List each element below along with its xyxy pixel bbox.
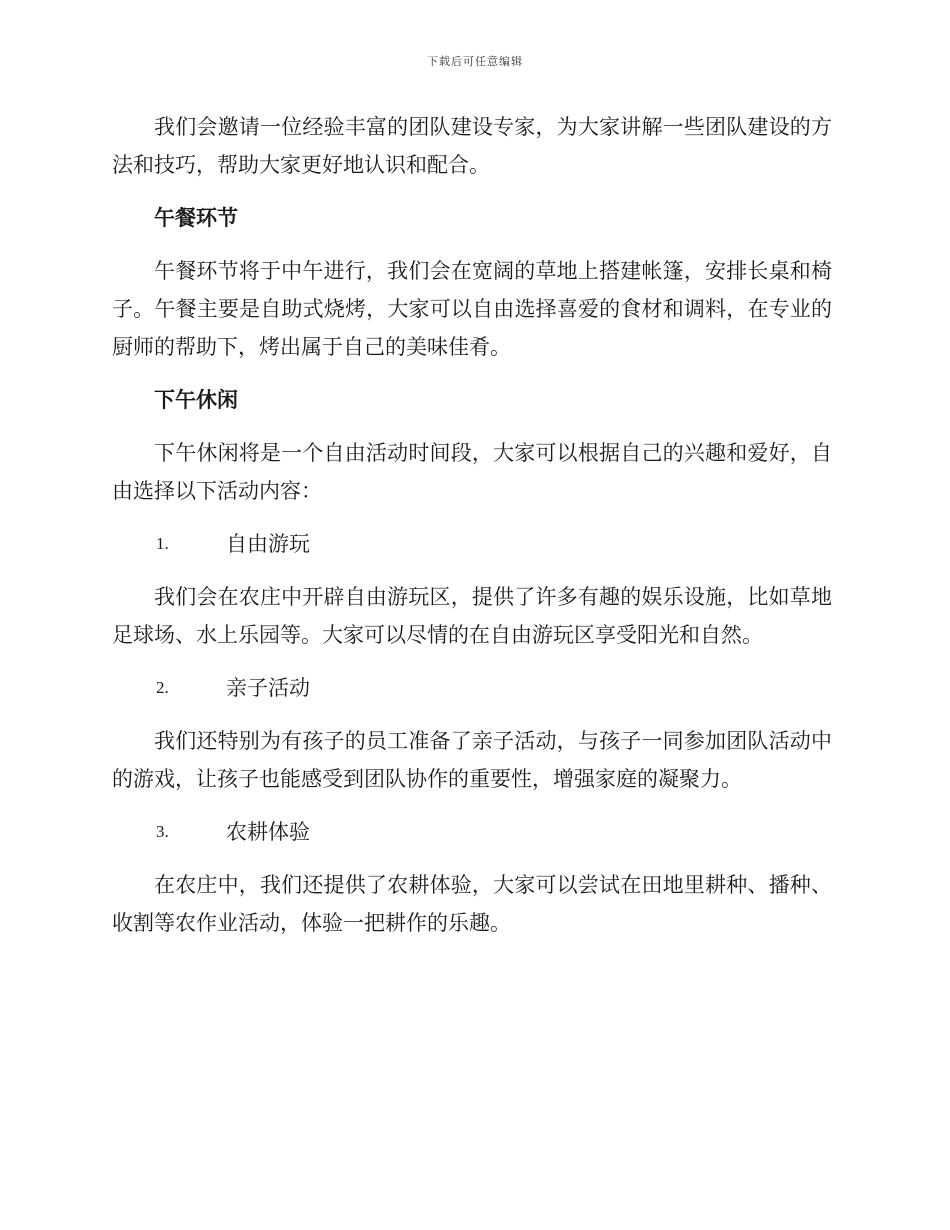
page-header: 下载后可任意编辑 [427,55,523,68]
lunch-heading: 午餐环节 [154,206,238,230]
document-body [112,108,832,942]
list-item-number: 2. [156,678,169,697]
afternoon-paragraph: 下午休闲将是一个自由活动时间段，大家可以根据自己的兴趣和爱好，自由选择以下活动内容： [112,441,832,503]
list-item-description: 我们还特别为有孩子的员工准备了亲子活动，与孩子一同参加团队活动中的游戏，让孩子也能感受到团队协作的重要性，增强家庭的凝聚力。 [112,729,832,791]
afternoon-heading: 下午休闲 [154,388,238,412]
list-item [112,813,832,851]
list-item-description: 我们会在农庄中开辟自由游玩区，提供了许多有趣的娱乐设施，比如草地足球场、水上乐园等。大家可以尽情的在自由游玩区享受阳光和自然。 [112,585,832,647]
list-item [112,669,832,707]
intro-paragraph: 我们会邀请一位经验丰富的团队建设专家，为大家讲解一些团队建设的方法和技巧，帮助大家更好地认识和配合。 [112,115,832,177]
list-item-title: 农耕体验 [226,820,310,844]
list-item-number: 1. [156,534,169,553]
list-item-number: 3. [156,822,169,841]
list-item-title: 亲子活动 [226,676,310,700]
list-item-title: 自由游玩 [226,532,310,556]
lunch-paragraph: 午餐环节将于中午进行，我们会在宽阔的草地上搭建帐篷，安排长桌和椅子。午餐主要是自助式烧烤，大家可以自由选择喜爱的食材和调料，在专业的厨师的帮助下，烤出属于自己的美味佳肴。 [112,259,832,359]
list-item-description: 在农庄中，我们还提供了农耕体验，大家可以尝试在田地里耕种、播种、收割等农作业活动，体验一把耕作的乐趣。 [112,873,832,935]
list-item [112,525,832,563]
